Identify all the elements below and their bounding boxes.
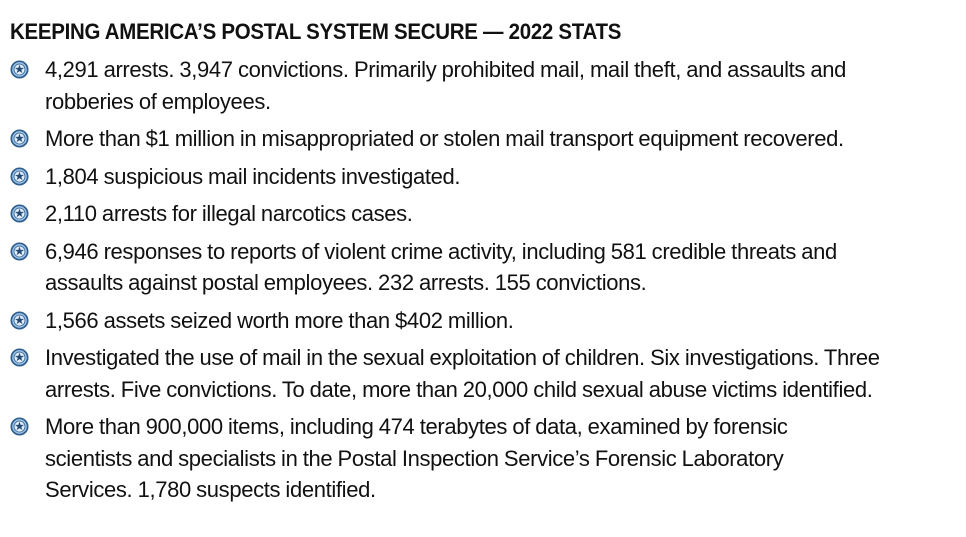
star-badge-icon [10, 167, 29, 186]
star-badge-icon [10, 348, 29, 367]
list-item [10, 411, 958, 506]
list-item-text: 1,804 suspicious mail incidents investigated. [45, 163, 461, 189]
list-item-text: Investigated the use of mail in the sexual exploitation of children. Six investigations. Three arrests. Five convictions. To date, more than 20,000 child sexual abuse victims identified. [45, 345, 880, 402]
list-item-text: More than 900,000 items, including 474 terabytes of data, examined by forensic scientists and specialists in the Postal Inspection Service’s Forensic Laboratory Services. 1,780 suspects identified. [45, 414, 788, 502]
list-item [10, 236, 958, 299]
star-badge-icon [10, 204, 29, 223]
list-item [10, 161, 958, 193]
list-item-text: 6,946 responses to reports of violent crime activity, including 581 credible threats and assaults against postal employees. 232 arrests. 155 convictions. [45, 238, 837, 295]
star-badge-icon [10, 242, 29, 261]
list-item-text: More than $1 million in misappropriated or stolen mail transport equipment recovered. [45, 126, 844, 151]
list-item [10, 123, 958, 155]
list-item [10, 54, 958, 117]
stats-list [10, 54, 958, 506]
list-item-text: 1,566 assets seized worth more than $402 million. [45, 307, 514, 333]
list-item-text: 4,291 arrests. 3,947 convictions. Primarily prohibited mail, mail theft, and assaults and robberies of employees. [45, 57, 846, 114]
page-title: KEEPING AMERICA’S POSTAL SYSTEM SECURE — 2022 STATS [10, 19, 622, 44]
list-item [10, 342, 958, 405]
star-badge-icon [10, 417, 29, 436]
list-item-text: 2,110 arrests for illegal narcotics cases. [45, 201, 413, 226]
star-badge-icon [10, 129, 29, 148]
list-item [10, 198, 958, 230]
star-badge-icon [10, 60, 29, 79]
list-item [10, 305, 958, 337]
star-badge-icon [10, 311, 29, 330]
